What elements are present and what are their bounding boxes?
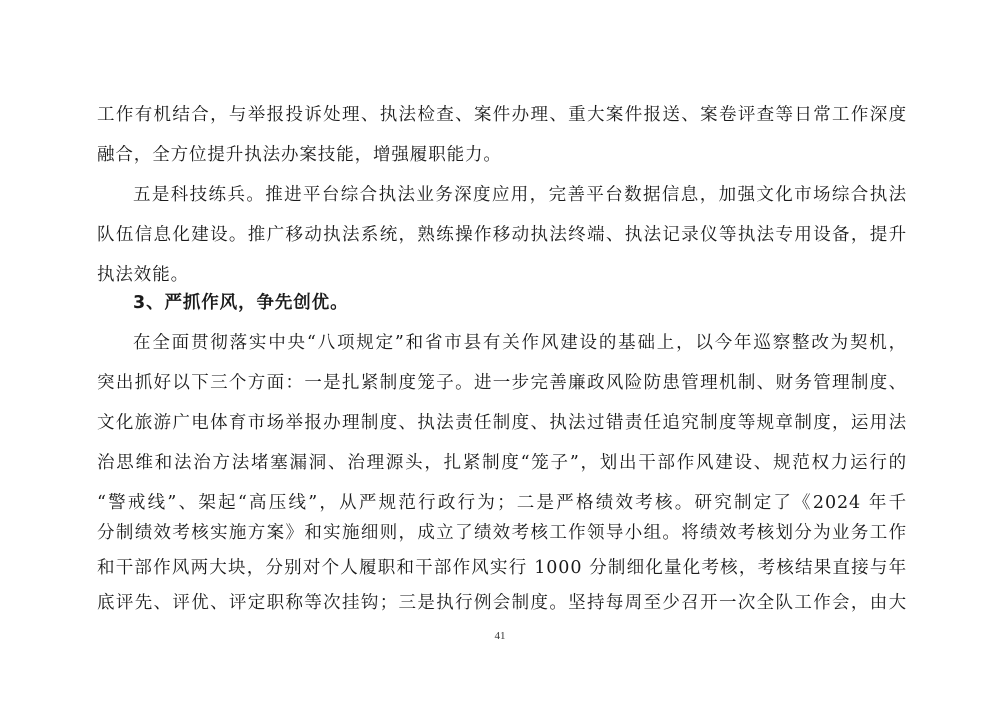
body-text-line: 治思维和法治方法堵塞漏洞、治理源头，扎紧制度“笼子”，划出干部作风建设、规范权力运行的 bbox=[97, 453, 907, 473]
page-number: 41 bbox=[494, 630, 506, 642]
section-heading: 3、严抓作风，争先创优。 bbox=[133, 293, 349, 313]
body-text-line: 文化旅游广电体育市场举报办理制度、执法责任制度、执法过错责任追究制度等规章制度，运用法 bbox=[97, 413, 907, 433]
body-text-line: 分制绩效考核实施方案》和实施细则，成立了绩效考核工作领导小组。将绩效考核划分为业务工作 bbox=[97, 523, 907, 543]
body-text-line: 执法效能。 bbox=[97, 265, 189, 285]
body-text-line: “警戒线”、架起“高压线”，从严规范行政行为；二是严格绩效考核。研究制定了《2024 年千 bbox=[97, 493, 907, 513]
body-text-line: 五是科技练兵。推进平台综合执法业务深度应用，完善平台数据信息，加强文化市场综合执法 bbox=[133, 185, 907, 205]
body-text-line: 工作有机结合，与举报投诉处理、执法检查、案件办理、重大案件报送、案卷评查等日常工作深度 bbox=[97, 105, 907, 125]
body-text-line: 在全面贯彻落实中央“八项规定”和省市县有关作风建设的基础上，以今年巡察整改为契机， bbox=[133, 333, 907, 353]
body-text-line: 突出抓好以下三个方面：一是扎紧制度笼子。进一步完善廉政风险防患管理机制、财务管理制度、 bbox=[97, 373, 907, 393]
body-text-line: 队伍信息化建设。推广移动执法系统，熟练操作移动执法终端、执法记录仪等执法专用设备，提升 bbox=[97, 225, 907, 245]
body-text-line: 底评先、评优、评定职称等次挂钩；三是执行例会制度。坚持每周至少召开一次全队工作会，由大 bbox=[97, 593, 907, 613]
body-text-line: 和干部作风两大块，分别对个人履职和干部作风实行 1000 分制细化量化考核，考核结果直接与年 bbox=[97, 558, 907, 578]
body-text-line: 融合，全方位提升执法办案技能，增强履职能力。 bbox=[97, 145, 502, 165]
